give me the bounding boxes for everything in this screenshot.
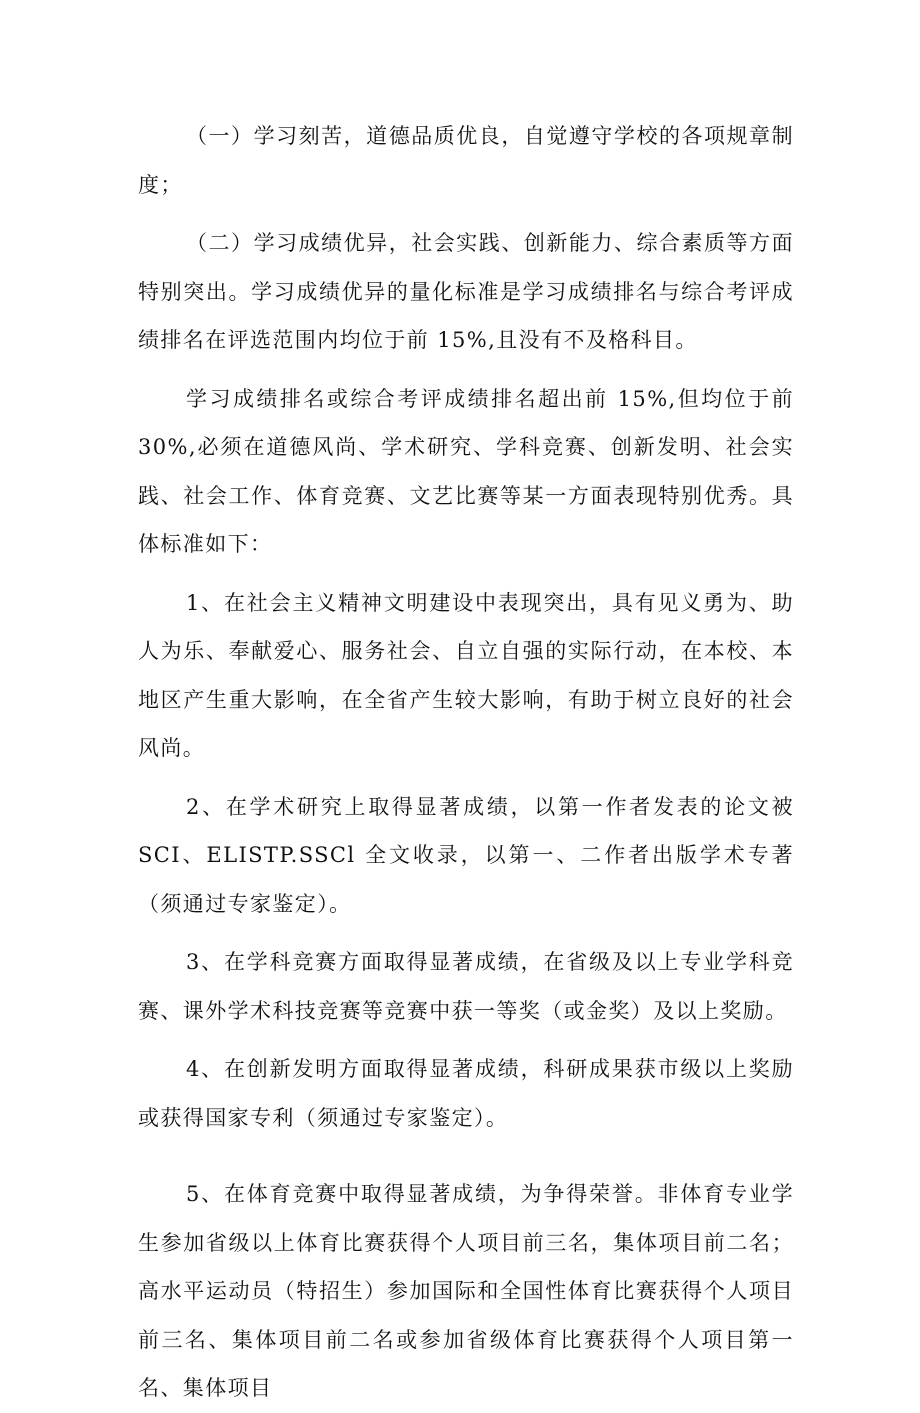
paragraph-8: 5、在体育竞赛中取得显著成绩，为争得荣誉。非体育专业学生参加省级以上体育比赛获得个人项目前三名，集体项目前二名；高水平运动员（特招生）参加国际和全国性体育比赛获得个人项目前三名、集体项目前二名或参加省级体育比赛获得个人项目第一名、集体项目 (138, 1182, 794, 1400)
paragraph-3: 学习成绩排名或综合考评成绩排名超出前 15%,但均位于前 30%,必须在道德风尚、学术研究、学科竞赛、创新发明、社会实践、社会工作、体育竞赛、文艺比赛等某一方面表现特别优秀。具体标准如下： (138, 386, 794, 556)
paragraph-2: （二）学习成绩优异，社会实践、创新能力、综合素质等方面特别突出。学习成绩优异的量化标准是学习成绩排名与综合考评成绩排名在评选范围内均位于前 15%,且没有不及格科目。 (138, 231, 794, 352)
paragraph-4: 1、在社会主义精神文明建设中表现突出，具有见义勇为、助人为乐、奉献爱心、服务社会、自立自强的实际行动，在本校、本地区产生重大影响，在全省产生较大影响，有助于树立良好的社会风尚。 (138, 590, 794, 760)
paragraph-7: 4、在创新发明方面取得显著成绩，科研成果获市级以上奖励或获得国家专利（须通过专家鉴定）。 (138, 1057, 794, 1130)
document-body (138, 112, 794, 1413)
paragraph-5: 2、在学术研究上取得显著成绩，以第一作者发表的论文被 SCI、ELISTP.SSCl 全文收录，以第一、二作者出版学术专著（须通过专家鉴定）。 (138, 794, 794, 916)
paragraph-6: 3、在学科竞赛方面取得显著成绩，在省级及以上专业学科竞赛、课外学术科技竞赛等竞赛中获一等奖（或金奖）及以上奖励。 (138, 950, 794, 1023)
paragraph-1: （一）学习刻苦，道德品质优良，自觉遵守学校的各项规章制度； (138, 124, 794, 197)
